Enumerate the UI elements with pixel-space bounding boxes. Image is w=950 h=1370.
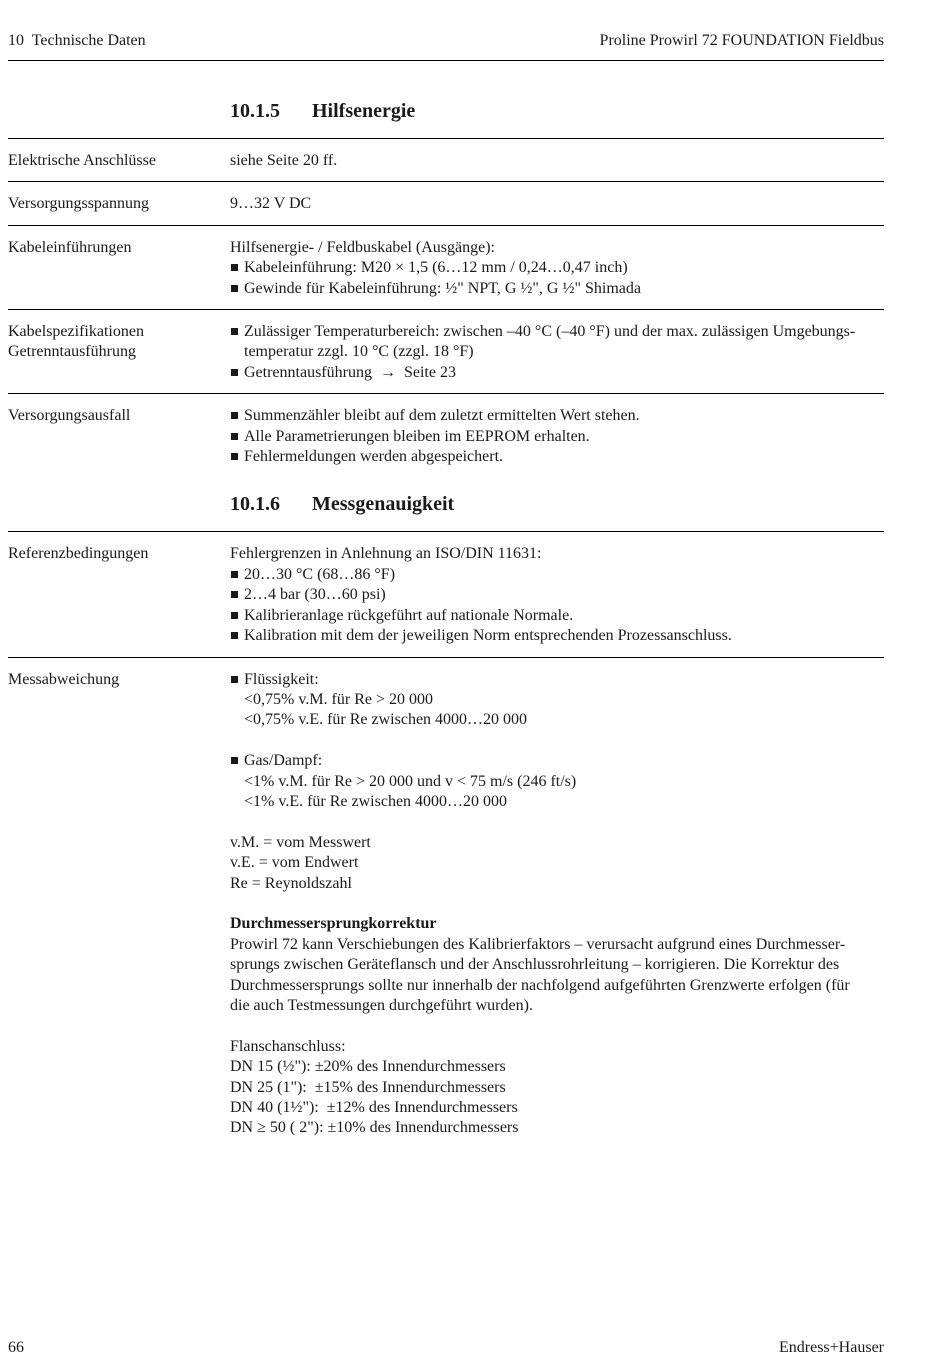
section-number: 10.1.6 [230, 493, 280, 516]
bullet-item [230, 322, 884, 363]
spec-row-versorgungsausfall [8, 393, 884, 467]
row-value [230, 322, 884, 383]
bullet-item-gas: Gas/Dampf: [230, 751, 884, 771]
spec-row-messabweichung [8, 657, 884, 1139]
brand-name: Endress+Hauser [779, 1339, 884, 1356]
bullet-item: Summenzähler bleibt auf dem zuletzt ermittelten Wert stehen. [230, 406, 884, 426]
paragraph-line: Durchmessersprungs sollte nur innerhalb der nachfolgend aufgeführten Grenzwerte erfolgen (für [230, 976, 850, 994]
flange-line: DN ≥ 50 ( 2"): ±10% des Innendurchmessers [230, 1119, 519, 1137]
row-value [230, 406, 884, 467]
section-heading-messgenauigkeit [8, 493, 884, 516]
spec-row-kabeleinfuehrungen [8, 225, 884, 309]
bullet-item: 2…4 bar (30…60 psi) [230, 585, 884, 605]
definition-line: v.M. = vom Messwert [230, 833, 371, 851]
bullet-item-fluessigkeit: Flüssigkeit: [230, 670, 884, 690]
row-value [230, 544, 884, 646]
accuracy-line: <1% v.E. für Re zwischen 4000…20 000 [244, 792, 508, 810]
intro-text: Fehlergrenzen in Anlehnung an ISO/DIN 11631: [230, 545, 542, 563]
bullet-item: 20…30 °C (68…86 °F) [230, 565, 884, 585]
label-line: Getrenntausführung [8, 343, 136, 361]
accuracy-line: <0,75% v.E. für Re zwischen 4000…20 000 [244, 711, 528, 729]
bullet-item: Kalibration mit dem der jeweiligen Norm entsprechenden Prozessanschluss. [230, 626, 884, 646]
definition-line: v.E. = vom Endwert [230, 854, 359, 872]
spec-row-versorgungsspannung [8, 181, 884, 224]
row-label: Versorgungsspannung [8, 195, 150, 213]
flange-line: DN 25 (1"): ±15% des Innendurchmessers [230, 1078, 506, 1096]
bullet-line: Zulässiger Temperaturbereich: zwischen –40 °C (–40 °F) und der max. zulässigen Umgebungs- [244, 323, 856, 341]
page-content [8, 60, 884, 1139]
spec-row-referenzbedingungen [8, 531, 884, 656]
flange-heading: Flanschanschluss: [230, 1037, 346, 1055]
definition-line: Re = Reynoldszahl [230, 874, 352, 892]
section-title: Hilfsenergie [312, 100, 416, 122]
section-title: Messgenauigkeit [312, 493, 455, 516]
row-label: Elektrische Anschlüsse [8, 152, 156, 169]
row-value [230, 670, 884, 1139]
row-value [230, 238, 884, 299]
spec-row-kabelspezifikationen [8, 309, 884, 393]
row-label: Referenzbedingungen [8, 545, 149, 563]
document-title: Proline Prowirl 72 FOUNDATION Fieldbus [599, 32, 884, 49]
intro-text: Hilfsenergie- / Feldbuskabel (Ausgänge): [230, 238, 495, 256]
spec-row-elektrische-anschluesse [8, 138, 884, 181]
paragraph-line: Prowirl 72 kann Verschiebungen des Kalibrierfaktors – verursacht aufgrund eines Durchmesser- [230, 935, 846, 953]
row-label: Messabweichung [8, 670, 120, 688]
chapter-title: 10 Technische Daten [8, 32, 146, 49]
bullet-item: Fehlermeldungen werden abgespeichert. [230, 447, 884, 467]
accuracy-line: <1% v.M. für Re > 20 000 und v < 75 m/s (246 ft/s) [244, 772, 577, 790]
paragraph-line: die auch Testmessungen durchgeführt wurden). [230, 996, 533, 1014]
row-value: siehe Seite 20 ff. [230, 152, 338, 169]
bullet-line: temperatur zzgl. 10 °C (zzgl. 18 °F) [244, 343, 474, 361]
subheading: Durchmessersprungkorrektur [230, 915, 437, 933]
bullet-item: Kabeleinführung: M20 × 1,5 (6…12 mm / 0,24…0,47 inch) [230, 258, 884, 278]
flange-line: DN 40 (1½"): ±12% des Innendurchmessers [230, 1098, 518, 1116]
bullet-item: Getrenntausführung → Seite 23 [230, 363, 884, 383]
bullet-item: Gewinde für Kabeleinführung: ½" NPT, G ½", G ½" Shimada [230, 279, 884, 299]
row-value: 9…32 V DC [230, 195, 312, 213]
section-number: 10.1.5 [230, 100, 280, 122]
row-label [8, 322, 230, 383]
page-header [8, 32, 884, 61]
row-label: Versorgungsausfall [8, 407, 131, 425]
section-heading-hilfsenergie [8, 100, 884, 120]
accuracy-line: <0,75% v.M. für Re > 20 000 [244, 690, 433, 708]
bullet-item: Kalibrieranlage rückgeführt auf nationale Normale. [230, 606, 884, 626]
flange-line: DN 15 (½"): ±20% des Innendurchmessers [230, 1058, 506, 1076]
paragraph-line: sprungs zwischen Geräteflansch und der Anschlussrohrleitung – korrigieren. Die Korrektur des [230, 956, 840, 974]
bullet-item: Alle Parametrierungen bleiben im EEPROM erhalten. [230, 427, 884, 447]
row-label: Kabeleinführungen [8, 238, 132, 256]
label-line: Kabelspezifikationen [8, 323, 144, 341]
page-number: 66 [8, 1339, 24, 1356]
